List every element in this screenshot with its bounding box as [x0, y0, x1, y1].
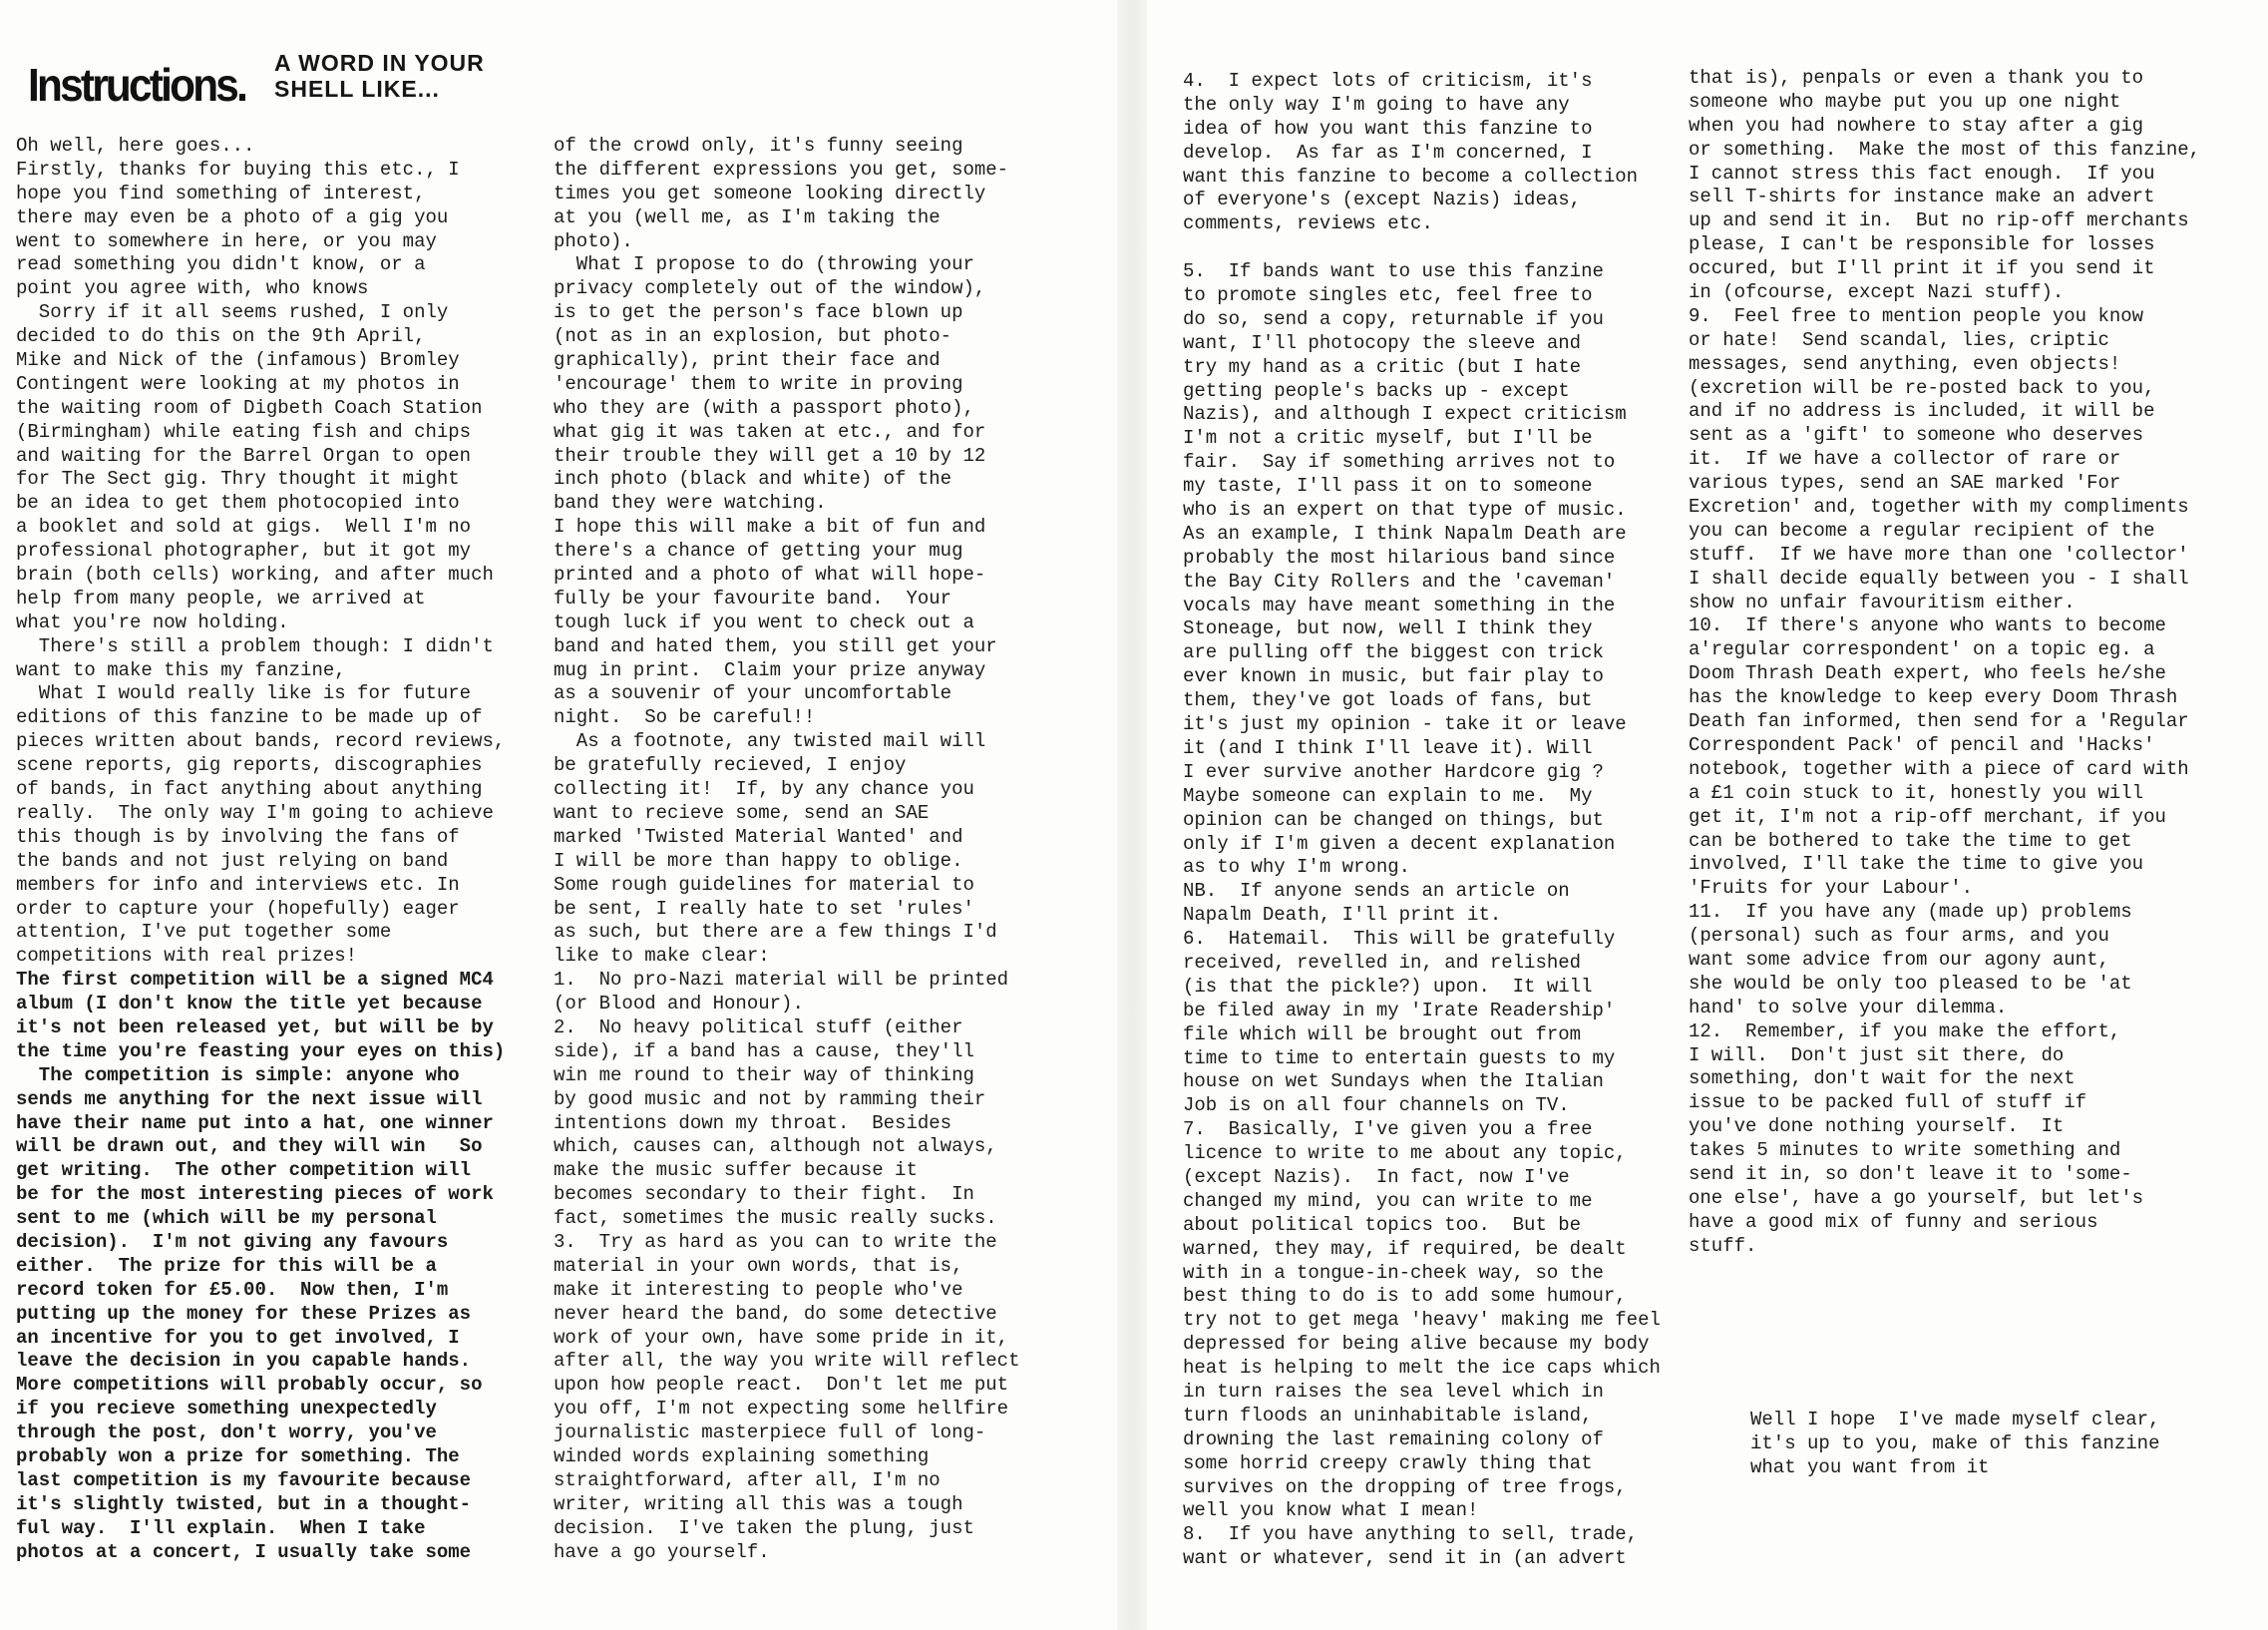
text-line: depressed for being alive because my body	[1183, 1333, 1650, 1356]
text-line: Mike and Nick of the (infamous) Bromley	[16, 349, 460, 372]
text-line: (except Nazis). In fact, now I've	[1183, 1165, 1570, 1188]
text-line: album (I don't know the title yet because	[16, 993, 483, 1016]
text-line: photo).	[554, 229, 633, 252]
text-line: work of your own, have some pride in it,	[554, 1326, 1009, 1349]
text-line: the only way I'm going to have any	[1183, 93, 1570, 116]
text-line: or something. Make the most of this fanzine,	[1689, 138, 2201, 161]
text-line: a'regular correspondent' on a topic eg. a	[1689, 638, 2155, 661]
text-line: it's up to you, make of this fanzine	[1750, 1431, 2160, 1454]
text-line: sent as a 'gift' to someone who deserves	[1689, 424, 2144, 447]
text-line: turn floods an uninhabitable island,	[1183, 1404, 1593, 1426]
text-line: and waiting for the Barrel Organ to open	[16, 444, 472, 467]
text-line: who is an expert on that type of music.	[1183, 499, 1627, 522]
text-line: changed my mind, you can write to me	[1183, 1189, 1593, 1212]
text-line: help from many people, we arrived at	[16, 587, 426, 610]
text-line: sell T-shirts for instance make an advert	[1689, 186, 2155, 208]
text-line: winded words explaining something	[554, 1444, 930, 1467]
text-line: hand' to solve your dilemma.	[1689, 996, 2008, 1019]
text-line: Excretion' and, together with my compliments	[1689, 496, 2189, 519]
text-line: printed and a photo of what will hope-	[554, 564, 986, 587]
text-line: (personal) such as four arms, and you	[1689, 925, 2109, 948]
text-line: read something you didn't know, or a	[16, 253, 426, 276]
text-line: as a souvenir of your uncomfortable	[554, 682, 952, 705]
text-line: writer, writing all this was a tough	[554, 1492, 963, 1515]
text-line: Oh well, here goes...	[16, 135, 255, 157]
text-line: side), if a band has a cause, they'll	[554, 1039, 974, 1062]
text-line: either. The prize for this will be a	[16, 1254, 437, 1277]
text-line: sent to me (which will be my personal	[16, 1207, 437, 1230]
text-line: decision). I'm not giving any favours	[16, 1230, 449, 1253]
text-line: (is that the pickle?) upon. It will	[1183, 975, 1593, 998]
text-line: want or whatever, send it in (an advert	[1183, 1547, 1627, 1570]
text-line: photos at a concert, I usually take some	[16, 1540, 472, 1563]
text-line: Well I hope I've made myself clear,	[1750, 1409, 2160, 1430]
text-line: try not to get mega 'heavy' making me feel	[1183, 1309, 1661, 1332]
text-line: material in your own words, that is,	[554, 1254, 963, 1277]
text-line: 11. If you have any (made up) problems	[1689, 901, 2132, 924]
text-line: of everyone's (except Nazis) ideas,	[1183, 189, 1582, 211]
text-line: marked 'Twisted Material Wanted' and	[554, 825, 963, 848]
text-line: tough luck if you went to check out a	[554, 611, 974, 633]
text-line: The first competition will be a signed MC4	[16, 969, 494, 992]
text-line: be an idea to get them photocopied into	[16, 492, 460, 515]
text-line: Job is on all four channels on TV.	[1183, 1094, 1570, 1117]
text-line: want, I'll photocopy the sleeve and	[1183, 331, 1582, 354]
text-line: it's not been released yet, but will be by	[16, 1016, 494, 1038]
text-line: As an example, I think Napalm Death are	[1183, 522, 1627, 545]
text-line: it (and I think I'll leave it). Will	[1183, 736, 1593, 759]
text-line: really. The only way I'm going to achieve	[16, 801, 494, 824]
text-line: that is), penpals or even a thank you to	[1689, 67, 2144, 89]
text-line: stuff. If we have more than one 'collector'	[1689, 543, 2189, 566]
text-line: in turn raises the sea level which in	[1183, 1380, 1604, 1403]
text-line: send it in, so don't leave it to 'some-	[1689, 1162, 2132, 1185]
text-column-4	[1689, 67, 2257, 1259]
text-line: are pulling off the biggest con trick	[1183, 641, 1604, 664]
text-line: is to get the person's face blown up	[554, 301, 963, 324]
text-line: leave the decision in you capable hands.	[16, 1350, 472, 1373]
text-line: fully be your favourite band. Your	[554, 587, 952, 610]
text-line: Some rough guidelines for material to	[554, 873, 974, 896]
text-line: the waiting room of Digbeth Coach Station	[16, 396, 483, 419]
text-line: went to somewhere in here, or you may	[16, 229, 437, 252]
text-line: point you agree with, who knows	[16, 277, 369, 300]
text-line: or hate! Send scandal, lies, criptic	[1689, 328, 2109, 351]
text-line: for The Sect gig. Thry thought it might	[16, 468, 460, 491]
closing-note	[1750, 1409, 2159, 1480]
text-line: through the post, don't worry, you've	[16, 1422, 437, 1444]
text-line: show no unfair favouritism either.	[1689, 591, 2076, 613]
text-line: intentions down my throat. Besides	[554, 1111, 952, 1134]
text-line: I shall decide equally between you - I shall	[1689, 567, 2189, 590]
text-line: journalistic masterpiece full of long-	[554, 1422, 986, 1444]
text-line: the Bay City Rollers and the 'caveman'	[1183, 570, 1616, 593]
text-line: I hope this will make a bit of fun and	[554, 516, 986, 539]
text-line: it. If we have a collector of rare or	[1689, 448, 2121, 471]
text-line: ever known in music, but fair play to	[1183, 665, 1604, 688]
text-line: straightforward, after all, I'm no	[554, 1468, 941, 1491]
text-line: be sent, I really hate to set 'rules'	[554, 897, 974, 920]
text-line: never heard the band, do some detective	[554, 1302, 997, 1325]
text-line: Firstly, thanks for buying this etc., I	[16, 158, 460, 181]
text-line: like to make clear:	[554, 945, 770, 968]
text-line: graphically), print their face and	[554, 349, 941, 372]
text-line: when you had nowhere to stay after a gig	[1689, 114, 2144, 137]
text-line: As a footnote, any twisted mail will	[554, 730, 986, 753]
text-line: something, don't wait for the next	[1689, 1067, 2076, 1090]
text-line: as such, but there are a few things I'd	[554, 921, 997, 944]
text-line: warned, they may, if required, be dealt	[1183, 1237, 1627, 1260]
text-line: 9. Feel free to mention people you know	[1689, 304, 2144, 327]
text-line: house on wet Sundays when the Italian	[1183, 1070, 1604, 1093]
text-line: hope you find something of interest,	[16, 182, 426, 204]
text-line: received, revelled in, and relished	[1183, 951, 1582, 974]
text-column-1	[16, 135, 555, 1564]
text-line: brain (both cells) working, and after much	[16, 564, 494, 587]
text-line: there may even be a photo of a gig you	[16, 205, 449, 228]
text-line: editions of this fanzine to be made up of	[16, 706, 483, 729]
text-line: want to make this my fanzine,	[16, 658, 346, 681]
text-line: try my hand as a critic (but I hate	[1183, 355, 1582, 378]
text-line: can be bothered to take the time to get	[1689, 829, 2132, 852]
text-line: members for info and interviews etc. In	[16, 873, 460, 896]
text-line: want to recieve some, send an SAE	[554, 801, 930, 824]
text-line: What I propose to do (throwing your	[554, 253, 974, 276]
text-line: be filed away in my 'Irate Readership'	[1183, 999, 1616, 1021]
text-line: probably won a prize for something. The	[16, 1444, 460, 1467]
text-line: file which will be brought out from	[1183, 1022, 1582, 1045]
text-line: becomes secondary to their fight. In	[554, 1183, 974, 1206]
text-line: has the knowledge to keep every Doom Thrash	[1689, 686, 2178, 709]
text-line: 6. Hatemail. This will be gratefully	[1183, 928, 1616, 951]
text-line: licence to write to me about any topic,	[1183, 1142, 1627, 1165]
text-line: of the crowd only, it's funny seeing	[554, 135, 963, 157]
text-line: as to why I'm wrong.	[1183, 856, 1411, 879]
text-line: heat is helping to melt the ice caps which	[1183, 1357, 1661, 1380]
text-line: I will. Don't just sit there, do	[1689, 1043, 2065, 1066]
text-line: get it, I'm not a rip-off merchant, if you	[1689, 805, 2166, 828]
text-line: get writing. The other competition will	[16, 1159, 472, 1182]
text-line: some horrid creepy crawly thing that	[1183, 1451, 1593, 1474]
text-line: issue to be packed full of stuff if	[1689, 1091, 2087, 1114]
text-line: what you want from it	[1750, 1455, 1990, 1478]
page-subtitle	[274, 50, 485, 102]
text-line: drowning the last remaining colony of	[1183, 1427, 1604, 1450]
page-title: Instructions.	[28, 59, 246, 111]
text-line: at you (well me, as I'm taking the	[554, 205, 941, 228]
text-line: and if no address is included, it will be	[1689, 400, 2155, 423]
text-line: 'Fruits for your Labour'.	[1689, 877, 1974, 900]
text-line: stuff.	[1689, 1234, 1757, 1257]
subtitle-line: A WORD IN YOUR	[274, 50, 485, 76]
text-line: 4. I expect lots of criticism, it's	[1183, 70, 1593, 92]
text-line: Death fan informed, then send for a 'Regular	[1689, 710, 2189, 733]
text-line: notebook, together with a piece of card with	[1689, 757, 2189, 780]
text-line: in (ofcourse, except Nazi stuff).	[1689, 281, 2065, 304]
text-line: Stoneage, but now, well I think they	[1183, 617, 1593, 640]
text-line: a £1 coin stuck to it, honestly you will	[1689, 781, 2144, 804]
text-line: make it interesting to people who've	[554, 1278, 963, 1301]
text-line: after all, the way you write will reflect	[554, 1350, 1020, 1373]
text-line: comments, reviews etc.	[1183, 212, 1433, 235]
text-line: it's slightly twisted, but in a thought-	[16, 1492, 472, 1515]
text-line: getting people's backs up - except	[1183, 379, 1570, 402]
text-line: collecting it! If, by any chance you	[554, 778, 974, 801]
text-line: their trouble they will get a 10 by 12	[554, 444, 986, 467]
text-line: Maybe someone can explain to me. My	[1183, 784, 1593, 807]
text-line: you can become a regular recipient of the	[1689, 519, 2155, 542]
text-line: develop. As far as I'm concerned, I	[1183, 141, 1593, 164]
text-line: There's still a problem though: I didn't	[16, 634, 494, 657]
text-line: only if I'm given a decent explanation	[1183, 832, 1616, 855]
text-line: what gig it was taken at etc., and for	[554, 420, 986, 443]
text-line: she would be only too pleased to be 'at	[1689, 972, 2132, 995]
text-line: I cannot stress this fact enough. If you	[1689, 162, 2155, 185]
text-line: times you get someone looking directly	[554, 182, 986, 204]
text-line: this though is by involving the fans of	[16, 825, 460, 848]
text-line: ful way. I'll explain. When I take	[16, 1516, 426, 1539]
text-line: one else', have a go yourself, but let's	[1689, 1186, 2144, 1209]
text-line: scene reports, gig reports, discographies	[16, 754, 483, 777]
text-line: an incentive for you to get involved, I	[16, 1326, 460, 1349]
text-line: More competitions will probably occur, so	[16, 1374, 483, 1397]
text-line: occured, but I'll print it if you send it	[1689, 257, 2155, 280]
text-line: be for the most interesting pieces of work	[16, 1183, 494, 1206]
text-line: survives on the dropping of tree frogs,	[1183, 1475, 1627, 1498]
text-line: Contingent were looking at my photos in	[16, 372, 460, 395]
text-line: various types, send an SAE marked 'For	[1689, 472, 2121, 495]
text-line: Nazis), and although I expect criticism	[1183, 403, 1627, 426]
text-line: be gratefully recieved, I enjoy	[554, 754, 907, 777]
text-line: band and hated them, you still get your	[554, 634, 997, 657]
text-line: up and send it in. But no rip-off merchants	[1689, 209, 2189, 232]
text-line: privacy completely out of the window),	[554, 277, 986, 300]
text-line: 1. No pro-Nazi material will be printed	[554, 969, 1009, 992]
text-line: what you're now holding.	[16, 611, 289, 633]
text-line: I'm not a critic myself, but I'll be	[1183, 427, 1593, 450]
text-line: Sorry if it all seems rushed, I only	[16, 301, 449, 324]
text-line: involved, I'll take the time to give you	[1689, 853, 2144, 876]
text-line: Napalm Death, I'll print it.	[1183, 904, 1502, 927]
text-line: a booklet and sold at gigs. Well I'm no	[16, 516, 472, 539]
text-line: by good music and not by ramming their	[554, 1087, 986, 1110]
text-line: mug in print. Claim your prize anyway	[554, 658, 986, 681]
text-line: 12. Remember, if you make the effort,	[1689, 1019, 2121, 1042]
text-line: putting up the money for these Prizes as	[16, 1302, 472, 1325]
text-line: night. So be careful!!	[554, 706, 816, 729]
text-line: decided to do this on the 9th April,	[16, 325, 426, 348]
text-line: Doom Thrash Death expert, who feels he/she	[1689, 662, 2166, 685]
text-line: record token for £5.00. Now then, I'm	[16, 1278, 449, 1301]
text-line: pieces written about bands, record reviews,	[16, 730, 506, 753]
text-line: 'encourage' them to write in proving	[554, 372, 963, 395]
text-line: Correspondent Pack' of pencil and 'Hacks'	[1689, 733, 2155, 756]
text-line: want this fanzine to become a collection	[1183, 165, 1639, 188]
text-line: NB. If anyone sends an article on	[1183, 880, 1570, 903]
text-line: fact, sometimes the music really sucks.	[554, 1207, 997, 1230]
subtitle-line: SHELL LIKE...	[274, 76, 440, 102]
text-line: well you know what I mean!	[1183, 1499, 1479, 1522]
text-line: (not as in an explosion, but photo-	[554, 325, 952, 348]
text-line: it's just my opinion - take it or leave	[1183, 713, 1627, 736]
text-line: messages, send anything, even objects!	[1689, 352, 2121, 375]
text-line: make the music suffer because it	[554, 1159, 918, 1182]
text-line: have a go yourself.	[554, 1540, 770, 1563]
text-line: probably the most hilarious band since	[1183, 546, 1616, 569]
text-line: inch photo (black and white) of the	[554, 468, 952, 491]
text-line: to promote singles etc, feel free to	[1183, 284, 1593, 307]
text-line: I ever survive another Hardcore gig ?	[1183, 760, 1604, 783]
text-line: 10. If there's anyone who wants to become	[1689, 614, 2166, 637]
text-line: do so, send a copy, returnable if you	[1183, 307, 1604, 330]
text-line: (or Blood and Honour).	[554, 993, 804, 1016]
text-line: have a good mix of funny and serious	[1689, 1210, 2098, 1233]
text-line: idea of how you want this fanzine to	[1183, 117, 1593, 140]
text-line: decision. I've taken the plung, just	[554, 1516, 974, 1539]
text-line: of bands, in fact anything about anything	[16, 778, 483, 801]
text-line: competitions with real prizes!	[16, 945, 358, 968]
text-line: want some advice from our agony aunt,	[1689, 948, 2109, 971]
text-line: if you recieve something unexpectedly	[16, 1398, 437, 1421]
text-line: fair. Say if something arrives not to	[1183, 451, 1616, 474]
text-line: you've done nothing yourself. It	[1689, 1115, 2065, 1138]
text-line: order to capture your (hopefully) eager	[16, 897, 460, 920]
text-line: who they are (with a passport photo),	[554, 396, 974, 419]
text-line: What I would really like is for future	[16, 682, 472, 705]
text-line: which, causes can, although not always,	[554, 1135, 997, 1158]
text-line: the time you're feasting your eyes on this)	[16, 1039, 506, 1062]
text-line: The competition is simple: anyone who	[16, 1063, 460, 1086]
text-line: takes 5 minutes to write something and	[1689, 1139, 2121, 1162]
text-line: last competition is my favourite because	[16, 1468, 472, 1491]
page-gutter	[1117, 0, 1147, 1630]
text-line: there's a chance of getting your mug	[554, 540, 963, 563]
text-line: please, I can't be responsible for losses	[1689, 233, 2155, 256]
text-line: 5. If bands want to use this fanzine	[1183, 260, 1604, 283]
text-line: 8. If you have anything to sell, trade,	[1183, 1523, 1639, 1546]
text-column-3	[1183, 70, 1711, 1571]
text-line: have their name put into a hat, one winner	[16, 1111, 494, 1134]
text-line: about political topics too. But be	[1183, 1213, 1582, 1236]
text-line: (Birmingham) while eating fish and chips	[16, 420, 472, 443]
text-line: band they were watching.	[554, 492, 827, 515]
text-line: best thing to do is to add some humour,	[1183, 1285, 1627, 1308]
text-line: attention, I've put together some	[16, 921, 392, 944]
text-line: the different expressions you get, some-	[554, 158, 1009, 181]
text-line: 7. Basically, I've given you a free	[1183, 1118, 1593, 1141]
text-line	[1183, 236, 1711, 260]
text-line: upon how people react. Don't let me put	[554, 1374, 1009, 1397]
text-line: (excretion will be re-posted back to you,	[1689, 376, 2155, 399]
text-line: them, they've got loads of fans, but	[1183, 689, 1593, 712]
text-line: I will be more than happy to oblige.	[554, 849, 963, 872]
text-line: time to time to entertain guests to my	[1183, 1046, 1616, 1069]
text-line: 2. No heavy political stuff (either	[554, 1016, 963, 1038]
text-line: someone who maybe put you up one night	[1689, 90, 2121, 113]
text-line: win me round to their way of thinking	[554, 1063, 974, 1086]
text-line: professional photographer, but it got my	[16, 540, 472, 563]
text-line: sends me anything for the next issue will	[16, 1087, 483, 1110]
text-line: vocals may have meant something in the	[1183, 594, 1616, 616]
text-line: my taste, I'll pass it on to someone	[1183, 475, 1593, 498]
text-column-2	[554, 135, 1092, 1564]
text-line: with in a tongue-in-cheek way, so the	[1183, 1261, 1604, 1284]
text-line: will be drawn out, and they will win So	[16, 1135, 483, 1158]
text-line: 3. Try as hard as you can to write the	[554, 1230, 997, 1253]
text-line: opinion can be changed on things, but	[1183, 808, 1604, 831]
text-line: you off, I'm not expecting some hellfire	[554, 1398, 1009, 1421]
text-line: the bands and not just relying on band	[16, 849, 449, 872]
